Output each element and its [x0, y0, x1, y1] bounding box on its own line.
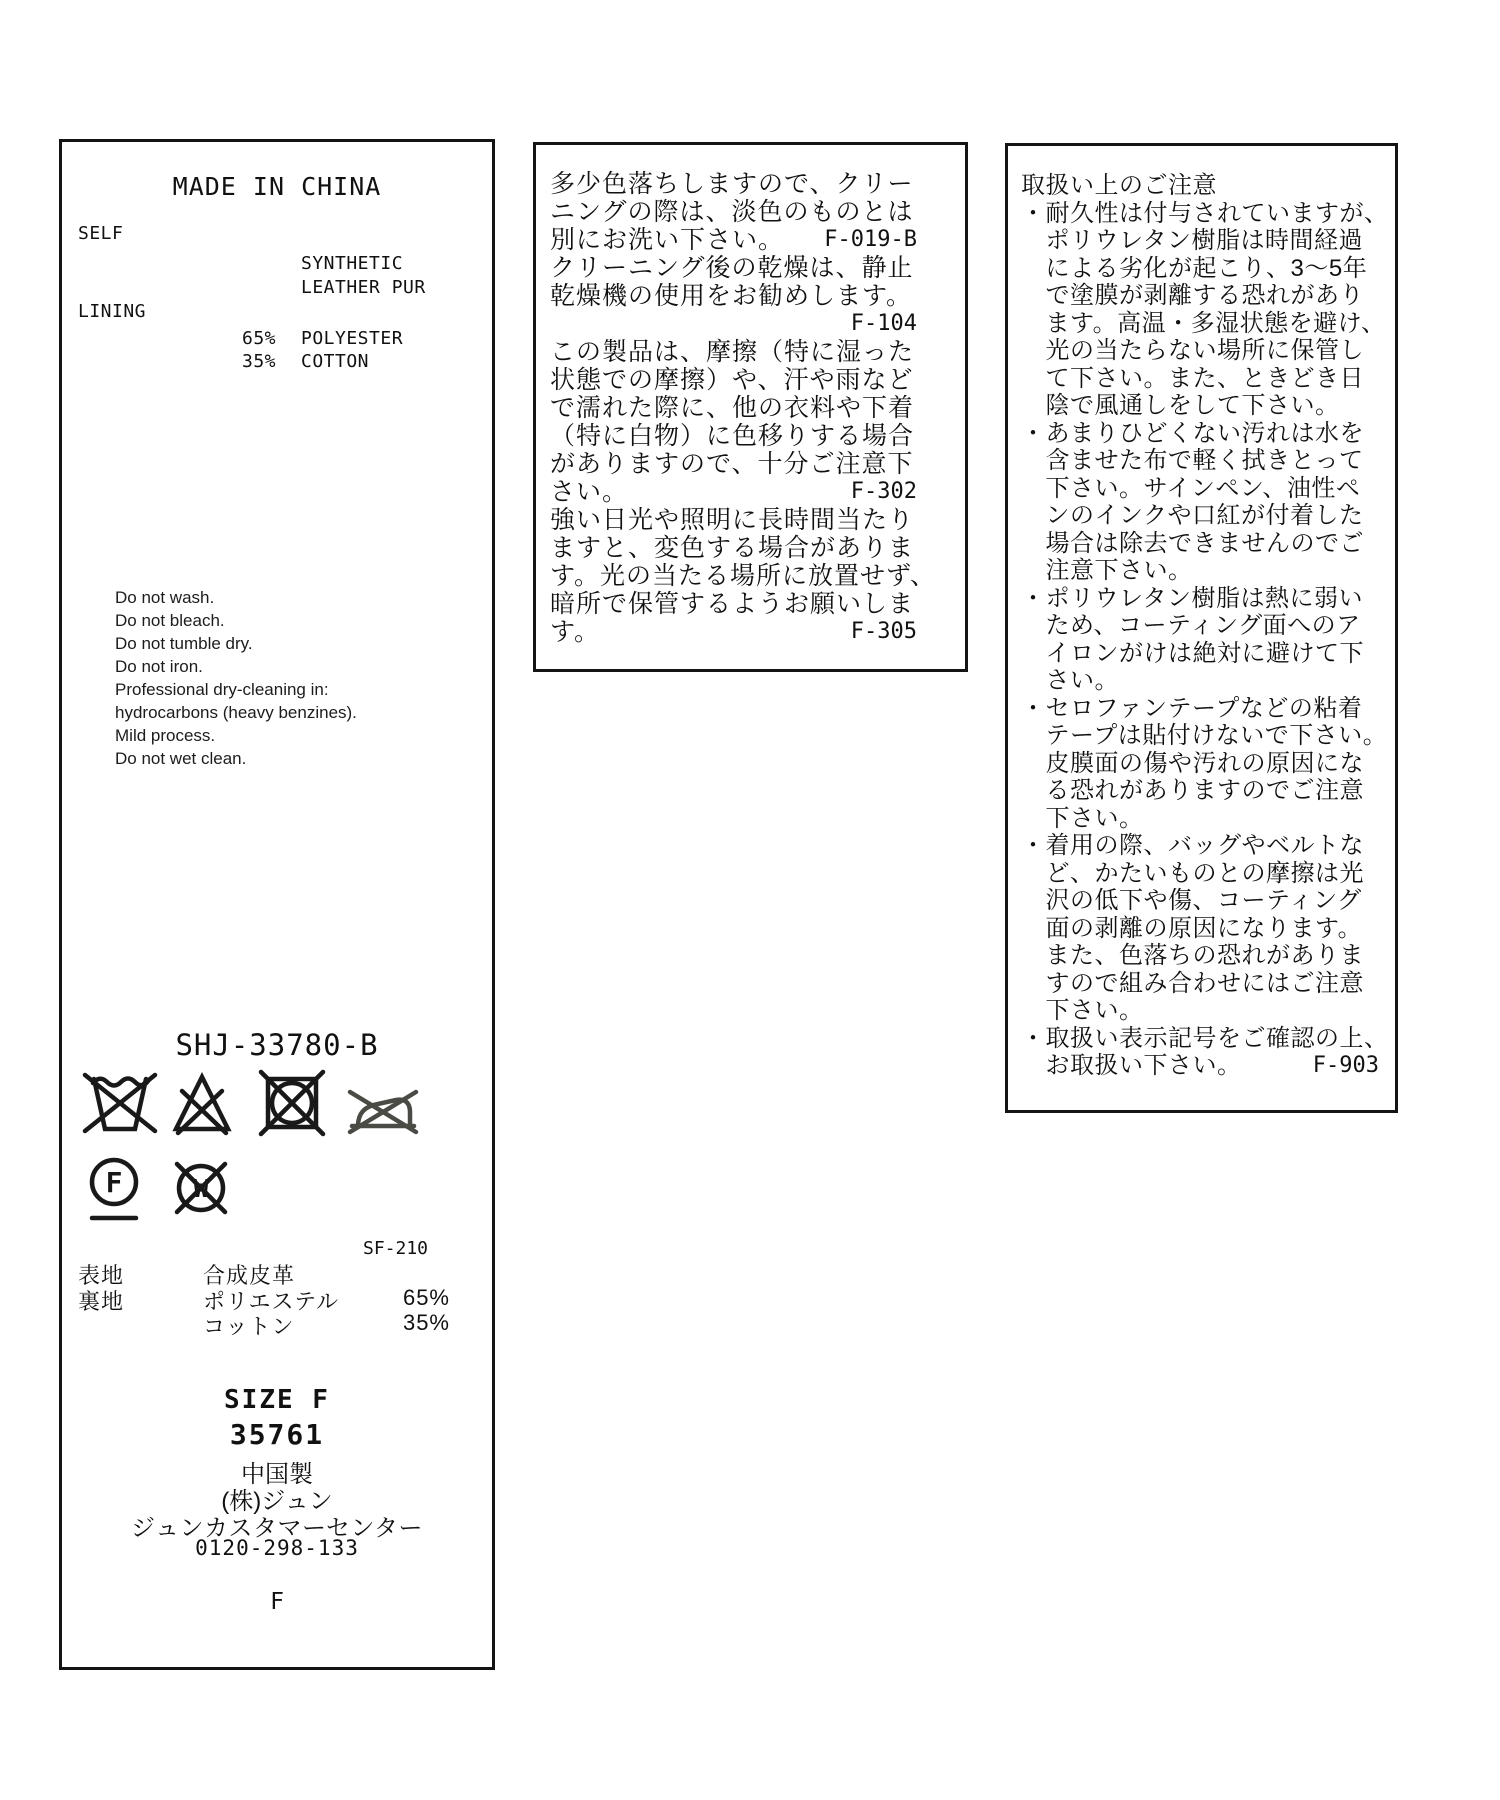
reference-code: F-302 [850, 479, 917, 504]
precaution-text-line: ・耐久性は付与されていますが、 [1021, 199, 1389, 227]
lining-material-2: COTTON [301, 351, 370, 372]
reference-code: F-019-B [824, 227, 917, 252]
precaution-text-line: 下さい。サインペン、油性ペ [1021, 474, 1361, 502]
wet-clean-letter: W [193, 1174, 209, 1203]
do-not-wet-clean-icon [168, 1158, 234, 1222]
precaution-text-line: 含ませた布で軽く拭きとって [1021, 447, 1364, 474]
precaution-text-line: お取扱い下さい。 F-903 [1021, 1052, 1379, 1079]
composition-material: 合成皮革 [203, 1263, 296, 1288]
notes-text-line: 暗所で保管するようお願いしま [550, 590, 915, 618]
precaution-text-line: ・あまりひどくない汚れは水を [1021, 419, 1364, 447]
precaution-text-line: ・取扱い表示記号をご確認の上、 [1021, 1024, 1389, 1052]
precaution-text-line: すので組み合わせにはご注意 [1021, 969, 1364, 997]
composition-material: ポリエステル [203, 1289, 340, 1314]
precaution-text-line: ため、コーティング面へのア [1021, 612, 1361, 639]
precaution-text-line: ンのインクや口紅が付着した [1021, 502, 1364, 529]
customer-center-phone: 0120-298-133 [195, 1536, 359, 1560]
lining-pct-2: 35% [241, 351, 276, 372]
precaution-text-line: 下さい。 [1021, 804, 1144, 832]
precaution-text-line: 下さい。 [1021, 997, 1144, 1024]
main-care-label-panel [59, 139, 495, 1670]
precaution-text-line: ます。高温・多湿状態を避け、 [1021, 309, 1386, 337]
product-code: SHJ-33780-B [175, 1028, 379, 1062]
notes-text-line: 状態での摩擦）や、汗や雨など [550, 366, 914, 394]
notes-text-line: 強い日光や照明に長時間当たり [550, 506, 915, 534]
lining-label: LINING [78, 301, 147, 322]
notes-text-line: クリーニング後の乾燥は、静止 [550, 254, 914, 282]
country-of-origin-jp: 中国製 [241, 1461, 313, 1488]
ref-code: SF-210 [363, 1238, 429, 1259]
notes-text-line: 別にお洗い下さい。 F-019-B [550, 226, 917, 254]
composition-part-label: 裏地 [78, 1289, 125, 1314]
company-name: (株)ジュン [221, 1488, 333, 1515]
precaution-text-line: 皮膜面の傷や汚れの原因にな [1021, 749, 1364, 777]
size-label: SIZE F [224, 1385, 330, 1415]
customer-center-name: ジュンカスタマーセンター [130, 1515, 424, 1542]
precaution-text-line: さい。 [1021, 667, 1119, 694]
composition-material: コットン [203, 1314, 295, 1339]
composition-part-label: 表地 [78, 1263, 125, 1288]
care-instructions-en [115, 586, 357, 770]
do-not-tumble-dry-icon [256, 1067, 328, 1139]
composition-pct: 35% [402, 1310, 450, 1335]
lining-material-1: POLYESTER [301, 328, 404, 349]
professional-dry-clean-f-mild-icon [86, 1156, 142, 1224]
precaution-text-line: 光の当たらない場所に保管し [1021, 337, 1364, 364]
self-material-line2: LEATHER PUR [301, 277, 426, 298]
reference-code: F-104 [850, 311, 917, 336]
care-instruction-line: Professional dry-cleaning in: [115, 680, 329, 699]
care-instruction-line: hydrocarbons (heavy benzines). [115, 703, 357, 722]
dry-clean-letter: F [105, 1166, 123, 1199]
care-instruction-line: Do not wash. [115, 588, 215, 607]
self-label: SELF [78, 223, 124, 244]
do-not-bleach-icon [169, 1067, 235, 1139]
precaution-text-line: テープは貼付けないで下さい。 [1021, 722, 1388, 749]
care-instruction-line: Do not bleach. [115, 611, 225, 630]
cleaning-notes-panel [533, 142, 968, 672]
lining-pct-1: 65% [241, 328, 276, 349]
notes-text-line [550, 310, 945, 338]
notes-text-line: で濡れた際に、他の衣料や下着 [550, 394, 915, 422]
origin-text: MADE IN CHINA [172, 172, 382, 201]
notes-text-line: 乾燥機の使用をお勧めします。 [550, 282, 913, 310]
precautions-title: 取扱い上のご注意 [1021, 172, 1217, 199]
precaution-text-line: ど、かたいものとの摩擦は光 [1021, 859, 1364, 887]
do-not-wash-icon [81, 1067, 159, 1139]
notes-text-line: 多少色落ちしますので、クリー [550, 170, 914, 198]
precaution-text-line: ・ポリウレタン樹脂は熱に弱い [1021, 584, 1364, 612]
care-instruction-line: Do not tumble dry. [115, 634, 253, 653]
precaution-text-line: 場合は除去できませんのでご [1021, 529, 1364, 557]
care-instruction-line: Do not iron. [115, 657, 203, 676]
precaution-text-line: 面の剥離の原因になります。 [1021, 914, 1363, 942]
precaution-text-line: ・着用の際、バッグやベルトな [1021, 832, 1364, 859]
notes-text-line: この製品は、摩擦（特に湿った [550, 338, 915, 366]
precaution-text-line: イロンがけは絶対に避けて下 [1021, 639, 1364, 667]
notes-text-line: ますと、変色する場合がありま [550, 534, 915, 562]
cleaning-notes-text [550, 170, 945, 646]
bottom-letter: F [270, 1589, 284, 1615]
precaution-text-line: 沢の低下や傷、コーティング [1021, 887, 1362, 914]
precaution-text-line: また、色落ちの恐れがありま [1021, 942, 1364, 969]
reference-code: F-903 [1312, 1053, 1379, 1078]
self-material-line1: SYNTHETIC [301, 253, 404, 274]
notes-text-line: がありますので、十分ご注意下 [550, 450, 914, 478]
notes-text-line: す。 F-305 [550, 618, 917, 646]
precaution-text-line: て下さい。また、ときどき日 [1021, 364, 1364, 392]
reference-code: F-305 [850, 619, 917, 644]
precaution-text-line: ポリウレタン樹脂は時間経過 [1021, 227, 1364, 254]
notes-text-line: ニングの際は、淡色のものとは [550, 198, 914, 226]
precaution-text-line: る恐れがありますのでご注意 [1021, 777, 1364, 804]
care-instruction-line: Do not wet clean. [115, 749, 247, 768]
precaution-text-line: 陰で風通しをして下さい。 [1021, 392, 1340, 419]
notes-text-line: さい。 F-302 [550, 478, 917, 506]
handling-precautions-panel [1005, 143, 1398, 1113]
precaution-text-line: 注意下さい。 [1021, 557, 1193, 584]
precaution-text-line: で塗膜が剥離する恐れがあり [1021, 282, 1364, 309]
item-number: 35761 [229, 1418, 325, 1451]
precaution-text-line: ・セロファンテープなどの粘着 [1021, 694, 1363, 722]
precautions-body [1021, 200, 1387, 1080]
handling-precautions-text [1021, 172, 1387, 1080]
care-instruction-line: Mild process. [115, 726, 216, 745]
precaution-text-line: による劣化が起こり、3～5年 [1021, 254, 1368, 282]
composition-pct: 65% [402, 1285, 450, 1310]
notes-text-line: す。光の当たる場所に放置せず、 [550, 562, 937, 590]
do-not-iron-icon [344, 1078, 422, 1136]
notes-text-line: （特に白物）に色移りする場合 [550, 422, 915, 450]
